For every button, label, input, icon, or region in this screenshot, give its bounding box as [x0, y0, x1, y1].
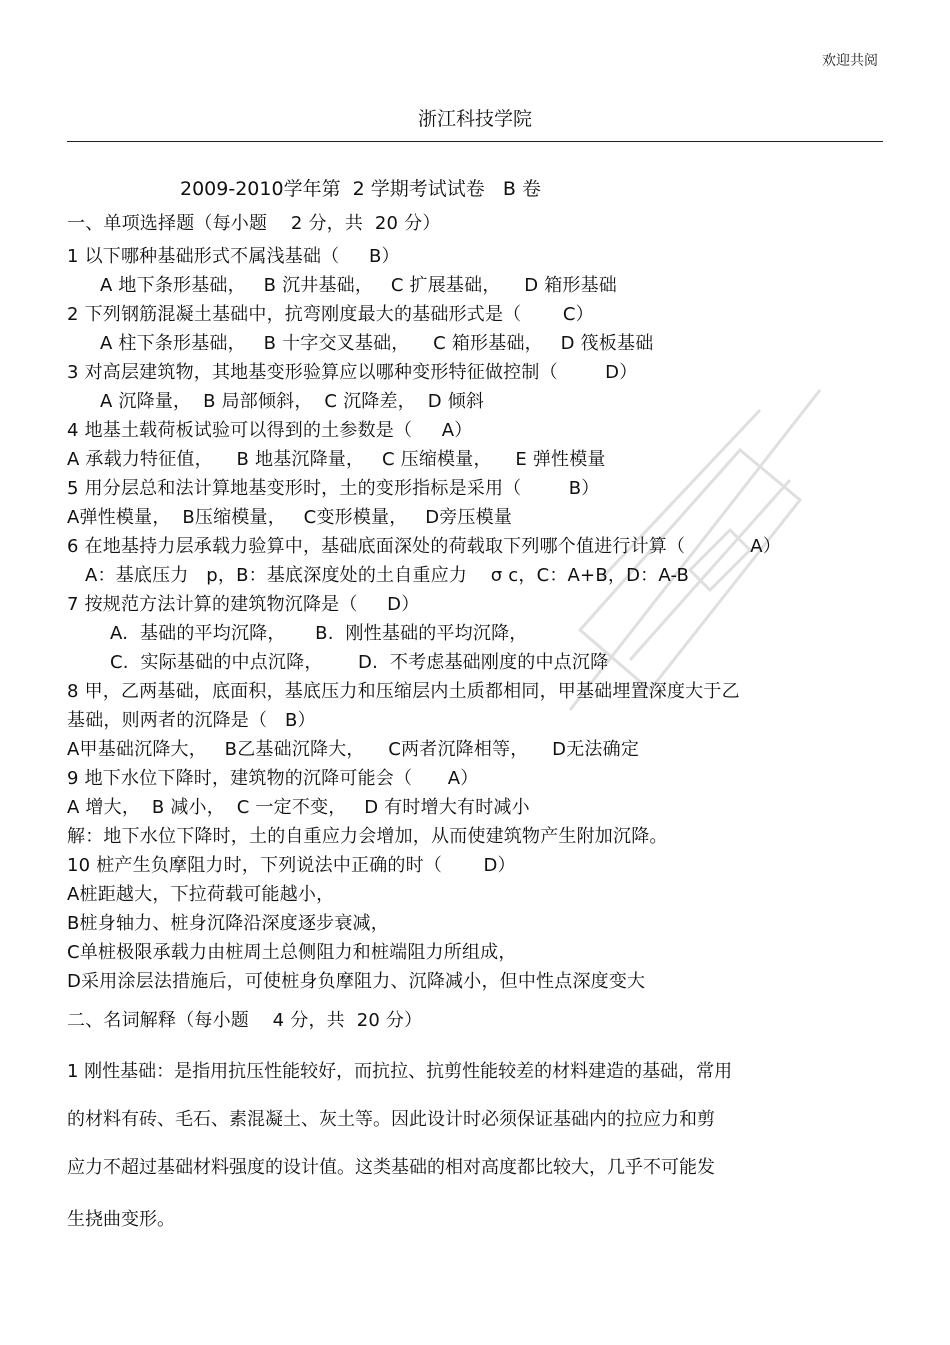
header-note: 欢迎共阅: [822, 53, 878, 69]
options-line: C. 实际基础的中点沉降， D. 不考虑基础刚度的中点沉降: [110, 652, 609, 673]
options-line: D采用涂层法措施后，可使桩身负摩阻力、沉降减小，但中性点深度变大: [67, 971, 646, 992]
definition-paragraph-line: 生挠曲变形。: [67, 1209, 175, 1230]
question-line: 8 甲，乙两基础，底面积，基底压力和压缩层内土质都相同，甲基础埋置深度大于乙: [67, 681, 740, 702]
question-line: 10 桩产生负摩阻力时，下列说法中正确的时（ D）: [67, 855, 516, 876]
exam-title: 2009-2010学年第 2 学期考试试卷 B 卷: [180, 178, 541, 200]
section2-heading: 二、名词解释（每小题 4 分，共 20 分）: [67, 1010, 423, 1031]
question-line: 基础，则两者的沉降是（ B）: [67, 710, 316, 731]
question-line: 7 按规范方法计算的建筑物沉降是（ D）: [67, 594, 420, 615]
header-divider: [67, 141, 883, 142]
question-line: 5 用分层总和法计算地基变形时，土的变形指标是采用（ B）: [67, 478, 600, 499]
definition-paragraph-line: 1 刚性基础：是指用抗压性能较好，而抗拉、抗剪性能较差的材料建造的基础，常用: [67, 1061, 733, 1082]
options-line: A弹性模量， B压缩模量， C变形模量， D旁压模量: [67, 507, 513, 528]
options-line: A 承载力特征值， B 地基沉降量， C 压缩模量， E 弹性模量: [67, 449, 606, 470]
definition-paragraph-line: 应力不超过基础材料强度的设计值。这类基础的相对高度都比较大，几乎不可能发: [67, 1157, 715, 1178]
options-line: A：基底压力 p，B：基底深度处的土自重应力 σ c，C：A+B，D：A-B: [85, 565, 690, 586]
options-line: A. 基础的平均沉降， B. 刚性基础的平均沉降，: [110, 623, 528, 644]
options-line: A 沉降量， B 局部倾斜， C 沉降差， D 倾斜: [100, 391, 485, 412]
question-line: 4 地基土载荷板试验可以得到的土参数是（ A）: [67, 420, 473, 441]
options-line: A 柱下条形基础， B 十字交叉基础， C 箱形基础， D 筏板基础: [100, 333, 654, 354]
options-line: B桩身轴力、桩身沉降沿深度逐步衰减，: [67, 913, 389, 934]
question-line: 9 地下水位下降时，建筑物的沉降可能会（ A）: [67, 768, 479, 789]
options-line: C单桩极限承载力由桩周土总侧阻力和桩端阻力所组成，: [67, 942, 517, 963]
school-name: 浙江科技学院: [417, 108, 532, 130]
options-line: A桩距越大，下拉荷载可能越小，: [67, 884, 335, 905]
explanation-line: 解：地下水位下降时，土的自重应力会增加，从而使建筑物产生附加沉降。: [67, 826, 668, 847]
question-line: 1 以下哪种基础形式不属浅基础（ B）: [67, 246, 400, 267]
question-line: 2 下列钢筋混凝土基础中，抗弯刚度最大的基础形式是（ C）: [67, 304, 594, 325]
options-line: A 增大， B 减小， C 一定不变， D 有时增大有时减小: [67, 797, 530, 818]
section1-heading: 一、单项选择题（每小题 2 分，共 20 分）: [67, 213, 441, 234]
options-line: A 地下条形基础， B 沉井基础， C 扩展基础， D 箱形基础: [100, 275, 617, 296]
question-line: 6 在地基持力层承载力验算中，基础底面深处的荷载取下列哪个值进行计算（ A）: [67, 536, 782, 557]
options-line: A甲基础沉降大， B乙基础沉降大， C两者沉降相等， D无法确定: [67, 739, 640, 760]
question-line: 3 对高层建筑物，其地基变形验算应以哪种变形特征做控制（ D）: [67, 362, 638, 383]
definition-paragraph-line: 的材料有砖、毛石、素混凝土、灰土等。因此设计时必须保证基础内的拉应力和剪: [67, 1109, 715, 1130]
